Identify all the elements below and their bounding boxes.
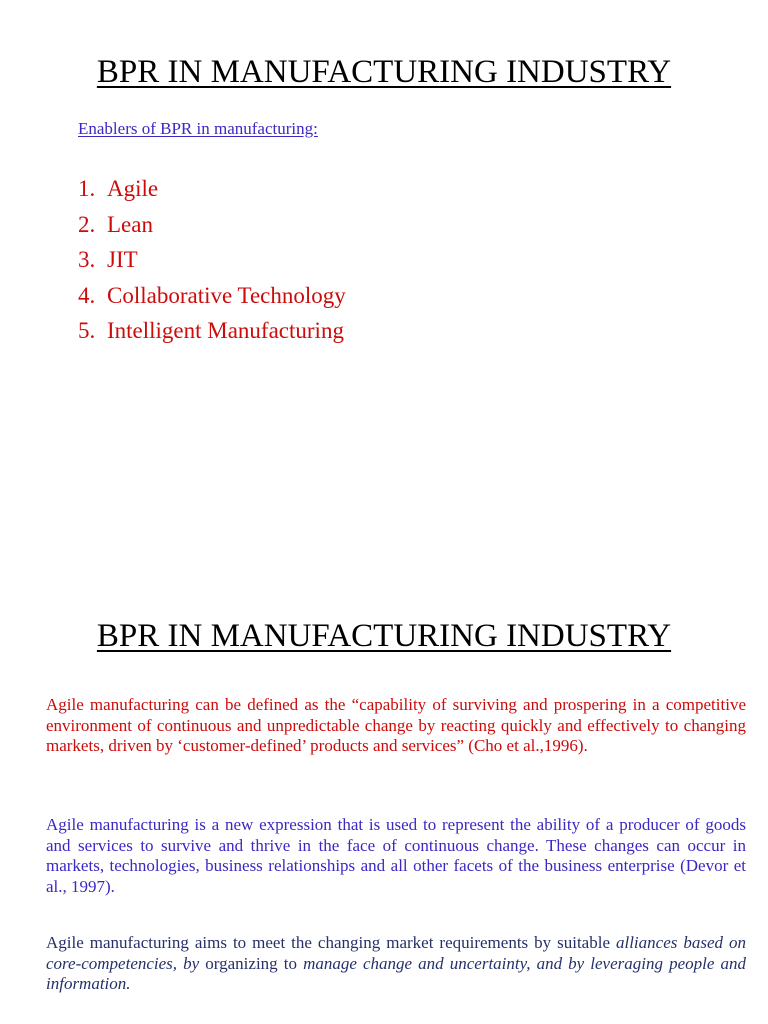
list-item-label: Collaborative Technology <box>107 282 346 308</box>
definition-paragraph: Agile manufacturing can be defined as the “capability of surviving and prospering in a competitive environment of continuous and unpredictable change by reacting quickly and effectively to changing markets, driven by ‘customer-defined’ products and services” (Cho et al.,1996). <box>46 695 746 756</box>
list-item <box>78 278 346 314</box>
list-item-label: Lean <box>107 211 153 237</box>
slide-title: BPR IN MANUFACTURING INDUSTRY <box>96 54 672 90</box>
list-item-label: Intelligent Manufacturing <box>107 318 344 343</box>
aims-emphasis: alliances based on core-competencies, by <box>46 933 746 973</box>
list-item <box>78 313 346 349</box>
list-item <box>78 207 346 243</box>
list-item <box>78 242 346 278</box>
expression-paragraph: Agile manufacturing is a new expression that is used to represent the ability of a producer of goods and services to survive and thrive in the face of continuous change. These changes can occur in markets, technologies, business relationships and all other facets of the business enterprise (Devor et al., 1997). <box>46 815 746 896</box>
list-item-label: Agile <box>107 176 159 201</box>
aims-text: Agile manufacturing aims to meet the changing market requirements by suitable <box>46 933 616 952</box>
list-number: 2. <box>78 211 96 237</box>
aims-emphasis: manage change and uncertainty, and by leveraging people and information. <box>46 953 746 994</box>
slide-agile-manufacturing <box>0 512 768 1024</box>
list-number: 5. <box>78 318 96 343</box>
enablers-heading: Enablers of BPR in manufacturing: <box>78 119 318 138</box>
list-number: 4. <box>78 282 96 308</box>
aims-paragraph <box>46 933 746 995</box>
list-number: 1. <box>78 176 96 201</box>
slide-title: BPR IN MANUFACTURING INDUSTRY <box>96 618 672 654</box>
enablers-list <box>78 171 346 349</box>
list-item-label: JIT <box>107 247 138 272</box>
list-number: 3. <box>78 247 96 272</box>
aims-text: organizing to <box>199 953 304 973</box>
list-item <box>78 171 346 207</box>
